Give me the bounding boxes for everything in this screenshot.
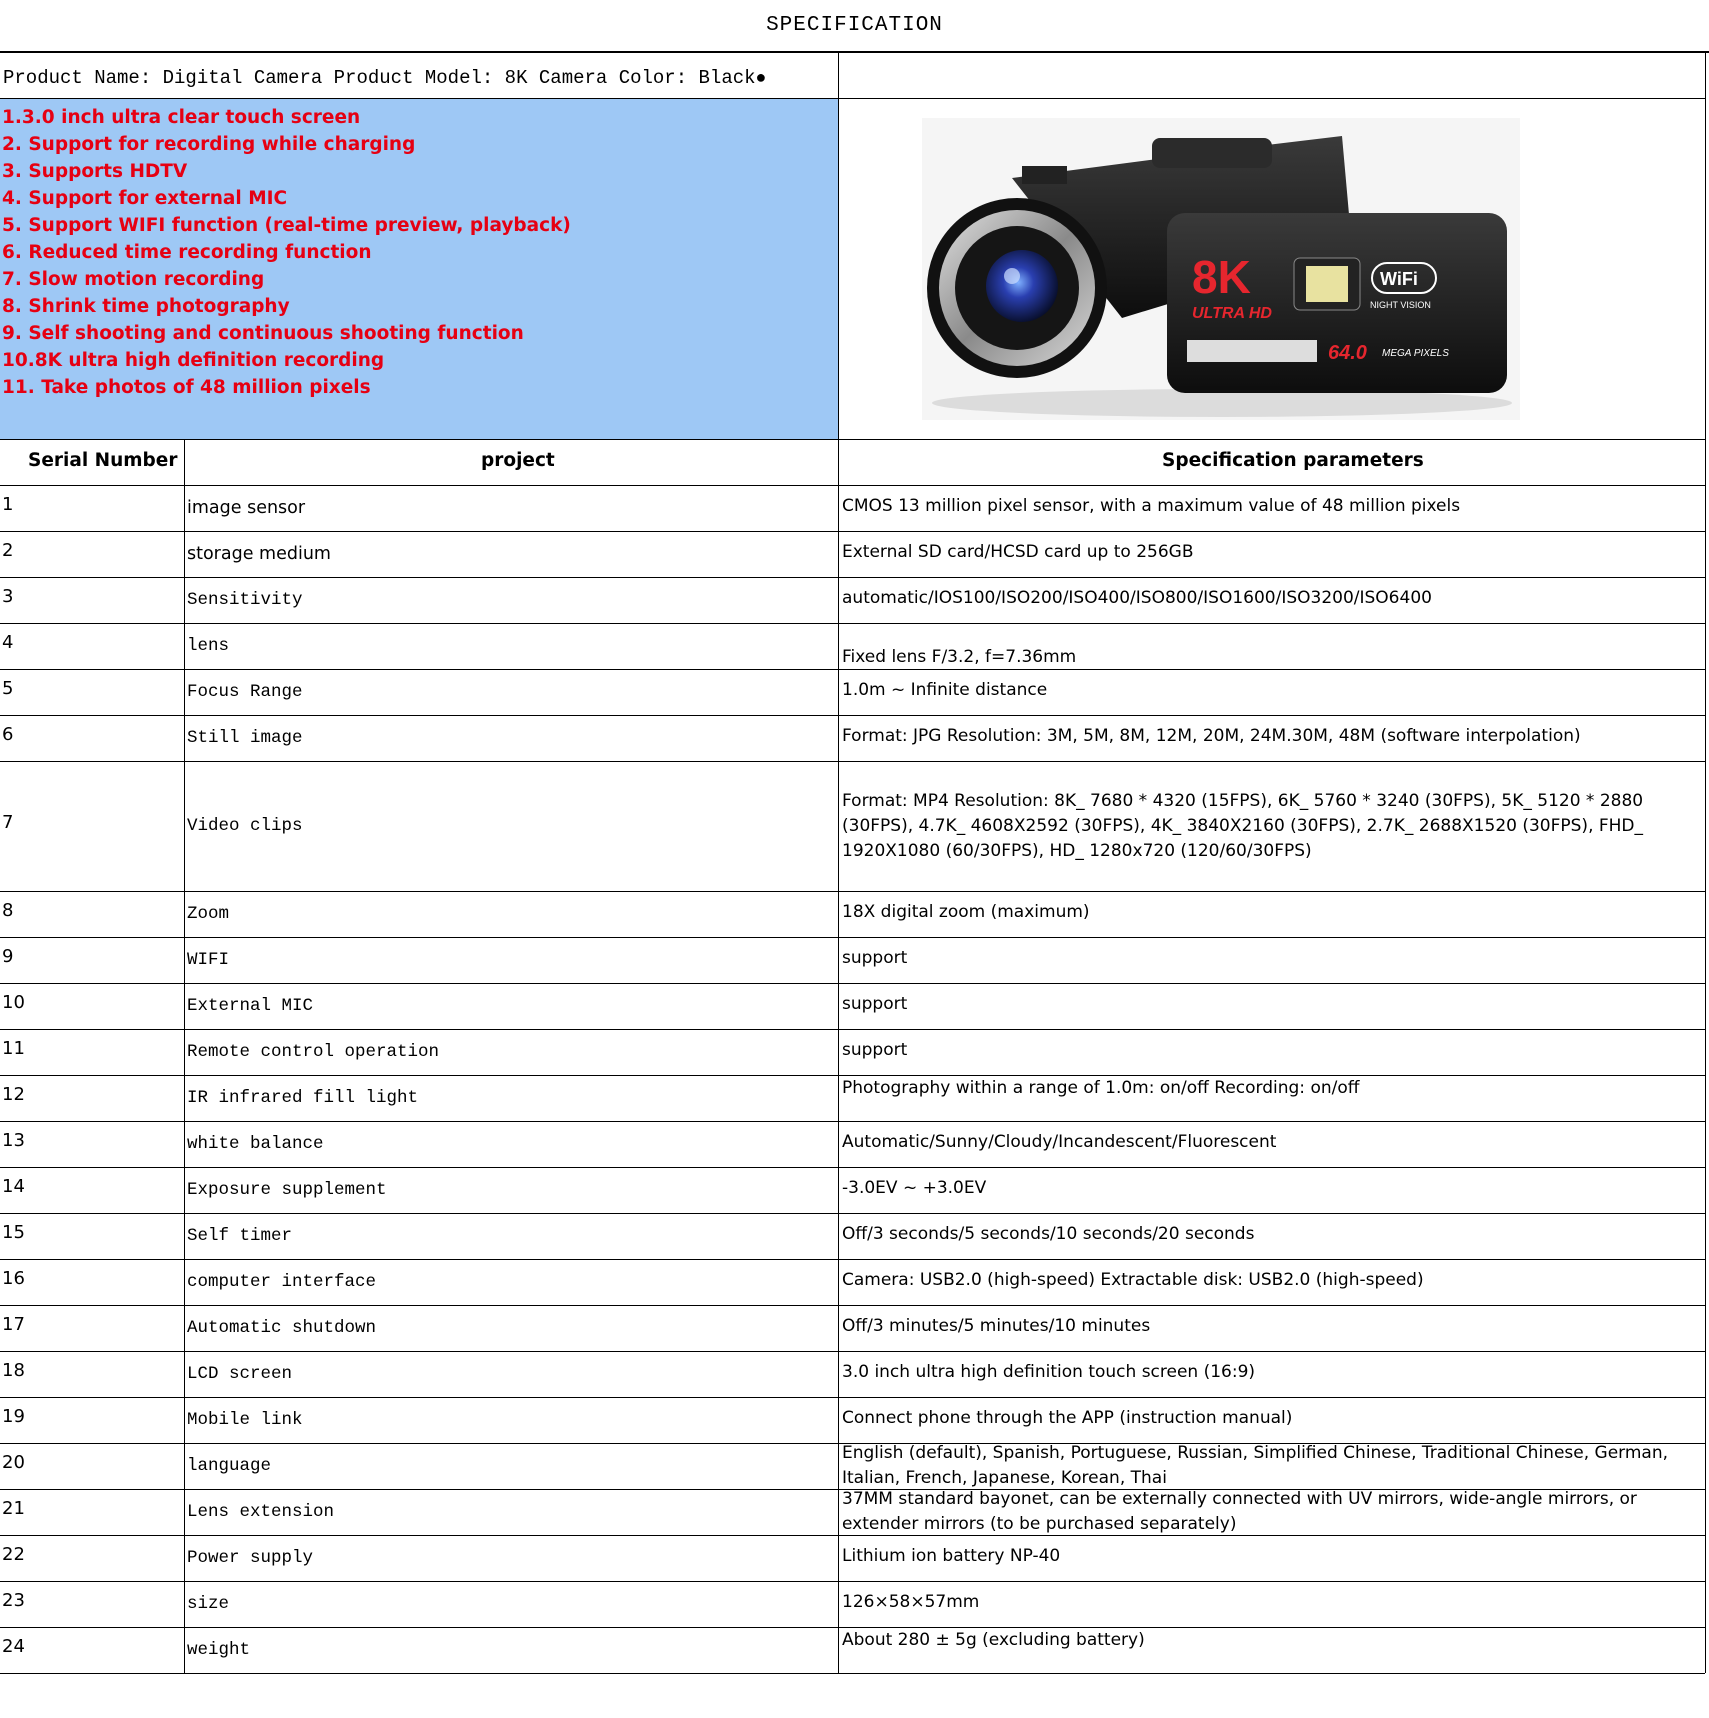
spec-value-cell: Automatic/Sunny/Cloudy/Incandescent/Fluorescent	[842, 1132, 1277, 1152]
row-divider	[0, 1305, 1705, 1306]
serial-number-cell: 18	[2, 1360, 25, 1381]
row-divider	[0, 891, 1705, 892]
spec-value-cell: -3.0EV ~ +3.0EV	[842, 1178, 987, 1198]
project-cell: Lens extension	[187, 1502, 335, 1522]
project-cell: Self timer	[187, 1226, 293, 1246]
spec-value-cell: Camera: USB2.0 (high-speed) Extractable disk: USB2.0 (high-speed)	[842, 1270, 1424, 1290]
page-title: SPECIFICATION	[766, 14, 943, 37]
spec-value-cell: 126×58×57mm	[842, 1592, 980, 1612]
row-divider	[0, 623, 1705, 624]
feature-item: 6. Reduced time recording function	[2, 242, 372, 263]
row-divider	[0, 1581, 1705, 1582]
row-divider	[0, 983, 1705, 984]
spec-value-cell: External SD card/HCSD card up to 256GB	[842, 542, 1194, 562]
serial-number-cell: 1	[2, 494, 14, 515]
project-cell: Mobile link	[187, 1410, 303, 1430]
spec-value-cell: Lithium ion battery NP-40	[842, 1546, 1061, 1566]
row-divider	[0, 1213, 1705, 1214]
project-cell: white balance	[187, 1134, 324, 1154]
spec-value-cell: 1.0m ~ Infinite distance	[842, 680, 1048, 700]
mode-icons	[1187, 340, 1317, 362]
project-cell: Remote control operation	[187, 1042, 440, 1062]
spec-value-cell: Photography within a range of 1.0m: on/off Recording: on/off	[842, 1078, 1360, 1098]
spec-value-cell: CMOS 13 million pixel sensor, with a maximum value of 48 million pixels	[842, 496, 1461, 516]
header-project: project	[481, 450, 555, 471]
wifi-label: WiFi	[1380, 269, 1418, 289]
camera-product-image	[922, 118, 1520, 420]
row-divider	[0, 937, 1705, 938]
feature-item: 10.8K ultra high definition recording	[2, 350, 385, 371]
serial-number-cell: 8	[2, 900, 14, 921]
badge-8k: 8K	[1192, 251, 1251, 303]
serial-number-cell: 7	[2, 812, 14, 833]
spec-value-cell: Off/3 seconds/5 seconds/10 seconds/20 seconds	[842, 1224, 1255, 1244]
project-cell: size	[187, 1594, 230, 1614]
header-divider	[0, 485, 1705, 486]
project-cell: Focus Range	[187, 682, 303, 702]
row-divider	[0, 1121, 1705, 1122]
spec-value-cell: About 280 ± 5g (excluding battery)	[842, 1630, 1145, 1650]
lens-glass	[986, 250, 1058, 322]
feature-list-panel	[0, 99, 838, 439]
night-vision-label: NIGHT VISION	[1370, 300, 1431, 310]
header-spec-parameters: Specification parameters	[1162, 450, 1424, 471]
row-divider	[0, 669, 1705, 670]
project-cell: External MIC	[187, 996, 314, 1016]
serial-number-cell: 12	[2, 1084, 25, 1105]
megapixel-label: MEGA PIXELS	[1382, 348, 1449, 359]
feature-list	[0, 99, 838, 401]
row-divider	[0, 1351, 1705, 1352]
spec-value-cell: Off/3 minutes/5 minutes/10 minutes	[842, 1316, 1151, 1336]
serial-number-cell: 2	[2, 540, 14, 561]
project-cell: lens	[187, 636, 230, 656]
spec-value-cell: 3.0 inch ultra high definition touch screen (16:9)	[842, 1362, 1256, 1382]
row-divider	[0, 1167, 1705, 1168]
project-cell: image sensor	[187, 498, 306, 518]
column-divider-main	[838, 53, 839, 1673]
shadow	[932, 389, 1512, 417]
spec-value-cell: support	[842, 1040, 908, 1060]
feature-item: 11. Take photos of 48 million pixels	[2, 377, 371, 398]
feature-item: 7. Slow motion recording	[2, 269, 265, 290]
spec-value-cell: automatic/IOS100/ISO200/ISO400/ISO800/ISO1600/ISO3200/ISO6400	[842, 588, 1432, 608]
project-cell: Sensitivity	[187, 590, 303, 610]
serial-number-cell: 4	[2, 632, 14, 653]
spec-value-cell: Connect phone through the APP (instruction manual)	[842, 1408, 1293, 1428]
serial-number-cell: 17	[2, 1314, 25, 1335]
serial-number-cell: 11	[2, 1038, 25, 1059]
serial-number-cell: 15	[2, 1222, 25, 1243]
row-divider	[0, 1397, 1705, 1398]
project-cell: LCD screen	[187, 1364, 293, 1384]
feature-item: 3. Supports HDTV	[2, 161, 188, 182]
project-cell: weight	[187, 1640, 251, 1660]
serial-number-cell: 5	[2, 678, 14, 699]
serial-number-cell: 14	[2, 1176, 25, 1197]
column-divider-serial	[184, 439, 185, 1673]
serial-number-cell: 13	[2, 1130, 25, 1151]
spec-value-cell: 18X digital zoom (maximum)	[842, 902, 1090, 922]
serial-number-cell: 10	[2, 992, 25, 1013]
row-divider	[0, 531, 1705, 532]
color-dot-icon: ●	[755, 69, 767, 89]
project-cell: Zoom	[187, 904, 230, 924]
hot-shoe	[1022, 166, 1067, 184]
serial-number-cell: 16	[2, 1268, 25, 1289]
serial-number-cell: 22	[2, 1544, 25, 1565]
lens-glare	[1004, 268, 1020, 284]
features-divider	[0, 439, 1705, 440]
spec-value-cell: support	[842, 948, 908, 968]
badge-ultrahd: ULTRA HD	[1192, 305, 1272, 322]
serial-number-cell: 9	[2, 946, 14, 967]
serial-number-cell: 24	[2, 1636, 25, 1657]
project-cell: Still image	[187, 728, 303, 748]
right-border	[1705, 53, 1706, 1673]
serial-number-cell: 19	[2, 1406, 25, 1427]
spec-value-cell: Format: JPG Resolution: 3M, 5M, 8M, 12M, 20M, 24M.30M, 48M (software interpolation)	[842, 726, 1581, 746]
row-divider	[0, 1259, 1705, 1260]
project-cell: Power supply	[187, 1548, 314, 1568]
serial-number-cell: 21	[2, 1498, 25, 1519]
row-divider	[0, 761, 1705, 762]
project-cell: Exposure supplement	[187, 1180, 387, 1200]
serial-number-cell: 20	[2, 1452, 25, 1473]
feature-item: 4. Support for external MIC	[2, 188, 288, 209]
product-info-text: Product Name: Digital Camera Product Model: 8K Camera Color: Black	[3, 67, 756, 89]
night-light-leds	[1306, 266, 1348, 302]
megapixel-value: 64.0	[1328, 342, 1367, 364]
header-serial-number: Serial Number	[28, 450, 178, 471]
row-divider	[0, 1535, 1705, 1536]
feature-item: 2. Support for recording while charging	[2, 134, 416, 155]
feature-item: 9. Self shooting and continuous shooting function	[2, 323, 524, 344]
spec-value-cell: English (default), Spanish, Portuguese, Russian, Simplified Chinese, Traditional Chinese, German, Italian, French, Japanese, Korean, Thai	[842, 1443, 1669, 1488]
project-cell: storage medium	[187, 544, 331, 564]
feature-item: 8. Shrink time photography	[2, 296, 290, 317]
product-info	[0, 53, 838, 98]
project-cell: Video clips	[187, 816, 303, 836]
spec-value-cell: support	[842, 994, 908, 1014]
spec-value-cell: Fixed lens F/3.2, f=7.36mm	[842, 647, 1077, 667]
project-cell: WIFI	[187, 950, 230, 970]
project-cell: language	[187, 1456, 272, 1476]
serial-number-cell: 23	[2, 1590, 25, 1611]
feature-item: 1.3.0 inch ultra clear touch screen	[2, 107, 361, 128]
feature-item: 5. Support WIFI function (real-time preview, playback)	[2, 215, 571, 236]
camera-top	[1152, 138, 1272, 168]
project-cell: Automatic shutdown	[187, 1318, 377, 1338]
project-cell: IR infrared fill light	[187, 1088, 419, 1108]
serial-number-cell: 6	[2, 724, 14, 745]
row-divider	[0, 1029, 1705, 1030]
serial-number-cell: 3	[2, 586, 14, 607]
row-divider	[0, 715, 1705, 716]
project-cell: computer interface	[187, 1272, 377, 1292]
row-divider	[0, 1673, 1705, 1674]
row-divider	[0, 577, 1705, 578]
spec-value-cell: 37MM standard bayonet, can be externally connected with UV mirrors, wide-angle mirrors, or extender mirrors (to be purchased separately)	[842, 1489, 1637, 1534]
spec-value-cell: Format: MP4 Resolution: 8K_ 7680 * 4320 (15FPS), 6K_ 5760 * 3240 (30FPS), 5K_ 5120 * 2880 (30FPS), 4.7K_ 4608X2592 (30FPS), 4K_ 3840X2160 (30FPS), 2.7K_ 2688X1520 (30FPS), FHD_ 1920X1080 (60/30FPS), HD_ 1280x720 (120/60/30FPS)	[842, 791, 1644, 861]
